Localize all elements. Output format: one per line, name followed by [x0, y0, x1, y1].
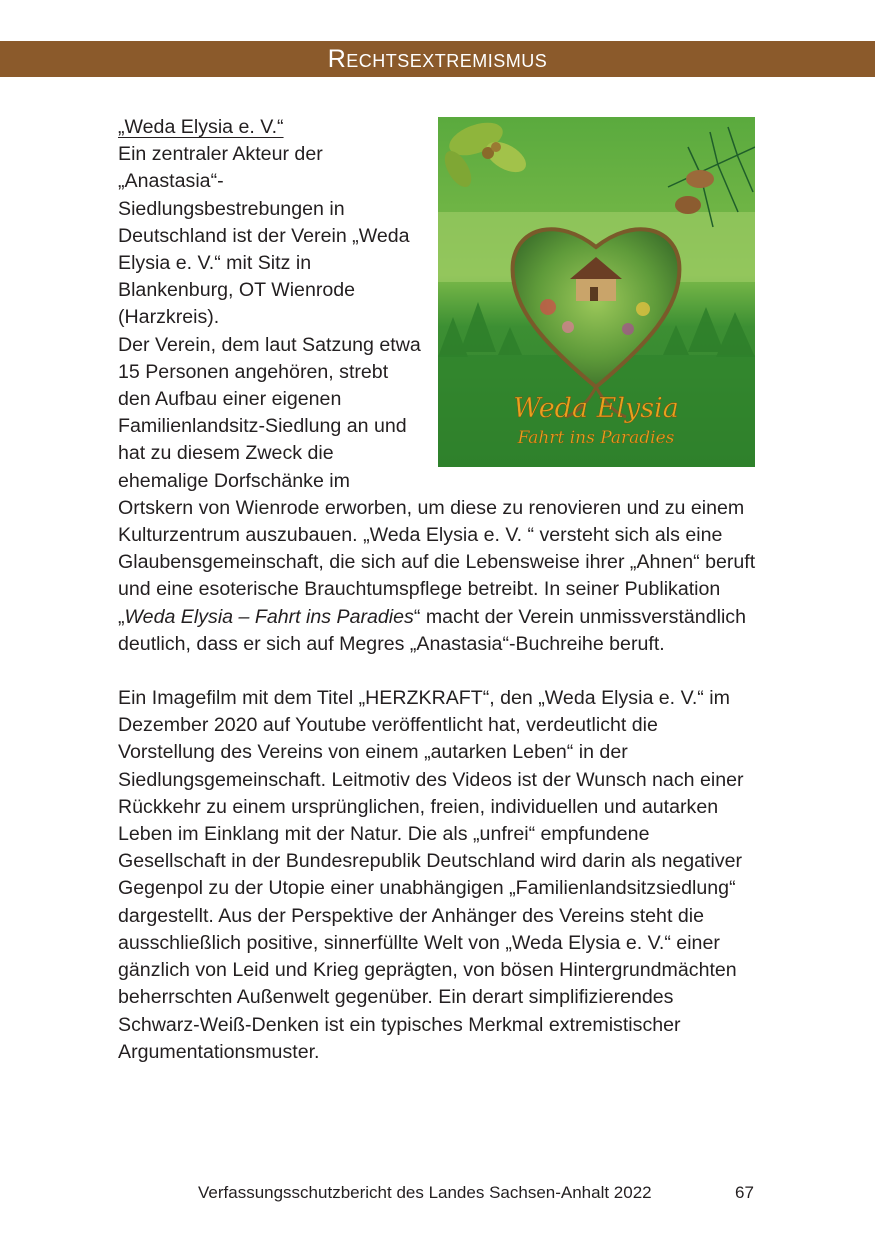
article-paragraph-2: Ein Imagefilm mit dem Titel „HERZKRAFT“, den „Weda Elysia e. V.“ im Dezember 2020 auf Youtube veröffentlicht hat, verdeutlicht die Vorstellung des Vereins von einem „autarken Leben“ in der Siedlungsgemeinschaft. Leitmotiv des Videos ist der Wunsch nach einer Rückkehr zu einem ursprünglichen, freien, individuellen und autarken Leben im Einklang mit der Natur. Die als „unfrei“ empfundene Gesellschaft in der Bundesrepublik Deutschland wird darin als negativer Gegenpol zu der Utopie einer unabhängigen „Familienlandsitzsiedlung“ dargestellt. Aus der Perspektive der Anhänger des Vereins steht die ausschließlich positive, sinnerfüllte Welt von „Weda Elysia e. V.“ einer gänzlich von Leid und Krieg geprägten, von bösen Hintergrundmächten beherrschten Außenwelt gegenüber. Ein derart simplifizierendes Schwarz-Weiß-Denken ist ein typisches Merkmal extremistischer Argumentationsmuster. [118, 687, 744, 1063]
paragraph-1-end: “ macht der Verein unmissverständlich deutlich, dass er sich auf Megres „Anastasia“-Buchreihe beruft. [118, 605, 747, 655]
page-number: 67 [735, 1183, 754, 1202]
paragraph-1-main: Der Verein, dem laut Satzung etwa 15 Personen angehören, strebt den Aufbau einer eigenen Familienlandsitz-Siedlung an und hat zu diesem Zweck die ehemalige Dorfschänke im Ortskern von Wienrode erworben, um diese zu renovieren und zu einem Kulturzentrum auszubauen. „Weda Elysia e. V. “ versteht sich als eine Glaubensgemeinschaft, die sich auf die Lebensweise ihrer „Ahnen“ beruft und eine esoterische Brauchtumspflege betreibt. In seiner Publikation „ [118, 333, 756, 628]
paragraph-1-intro: Ein zentraler Akteur der „Anastasia“-Siedlungsbestrebungen in Deutschland ist der Verein „Weda Elysia e. V.“ mit Sitz in Blankenburg, OT Wienrode (Harzkreis). [118, 143, 410, 329]
article-content [118, 114, 758, 1066]
footer-text: Verfassungsschutzbericht des Landes Sachsen-Anhalt 2022 [198, 1183, 652, 1202]
cover-title: Weda Elysia [513, 393, 679, 424]
page-header-title: Rechtsextremismus [327, 45, 548, 73]
header-bar [0, 41, 875, 77]
section-title: „Weda Elysia e. V.“ [118, 116, 284, 138]
book-cover-illustration [438, 117, 755, 467]
book-cover-image [438, 117, 755, 467]
publication-title: Weda Elysia – Fahrt ins Paradies [124, 605, 414, 628]
cover-subtitle: Fahrt ins Paradies [517, 428, 675, 448]
